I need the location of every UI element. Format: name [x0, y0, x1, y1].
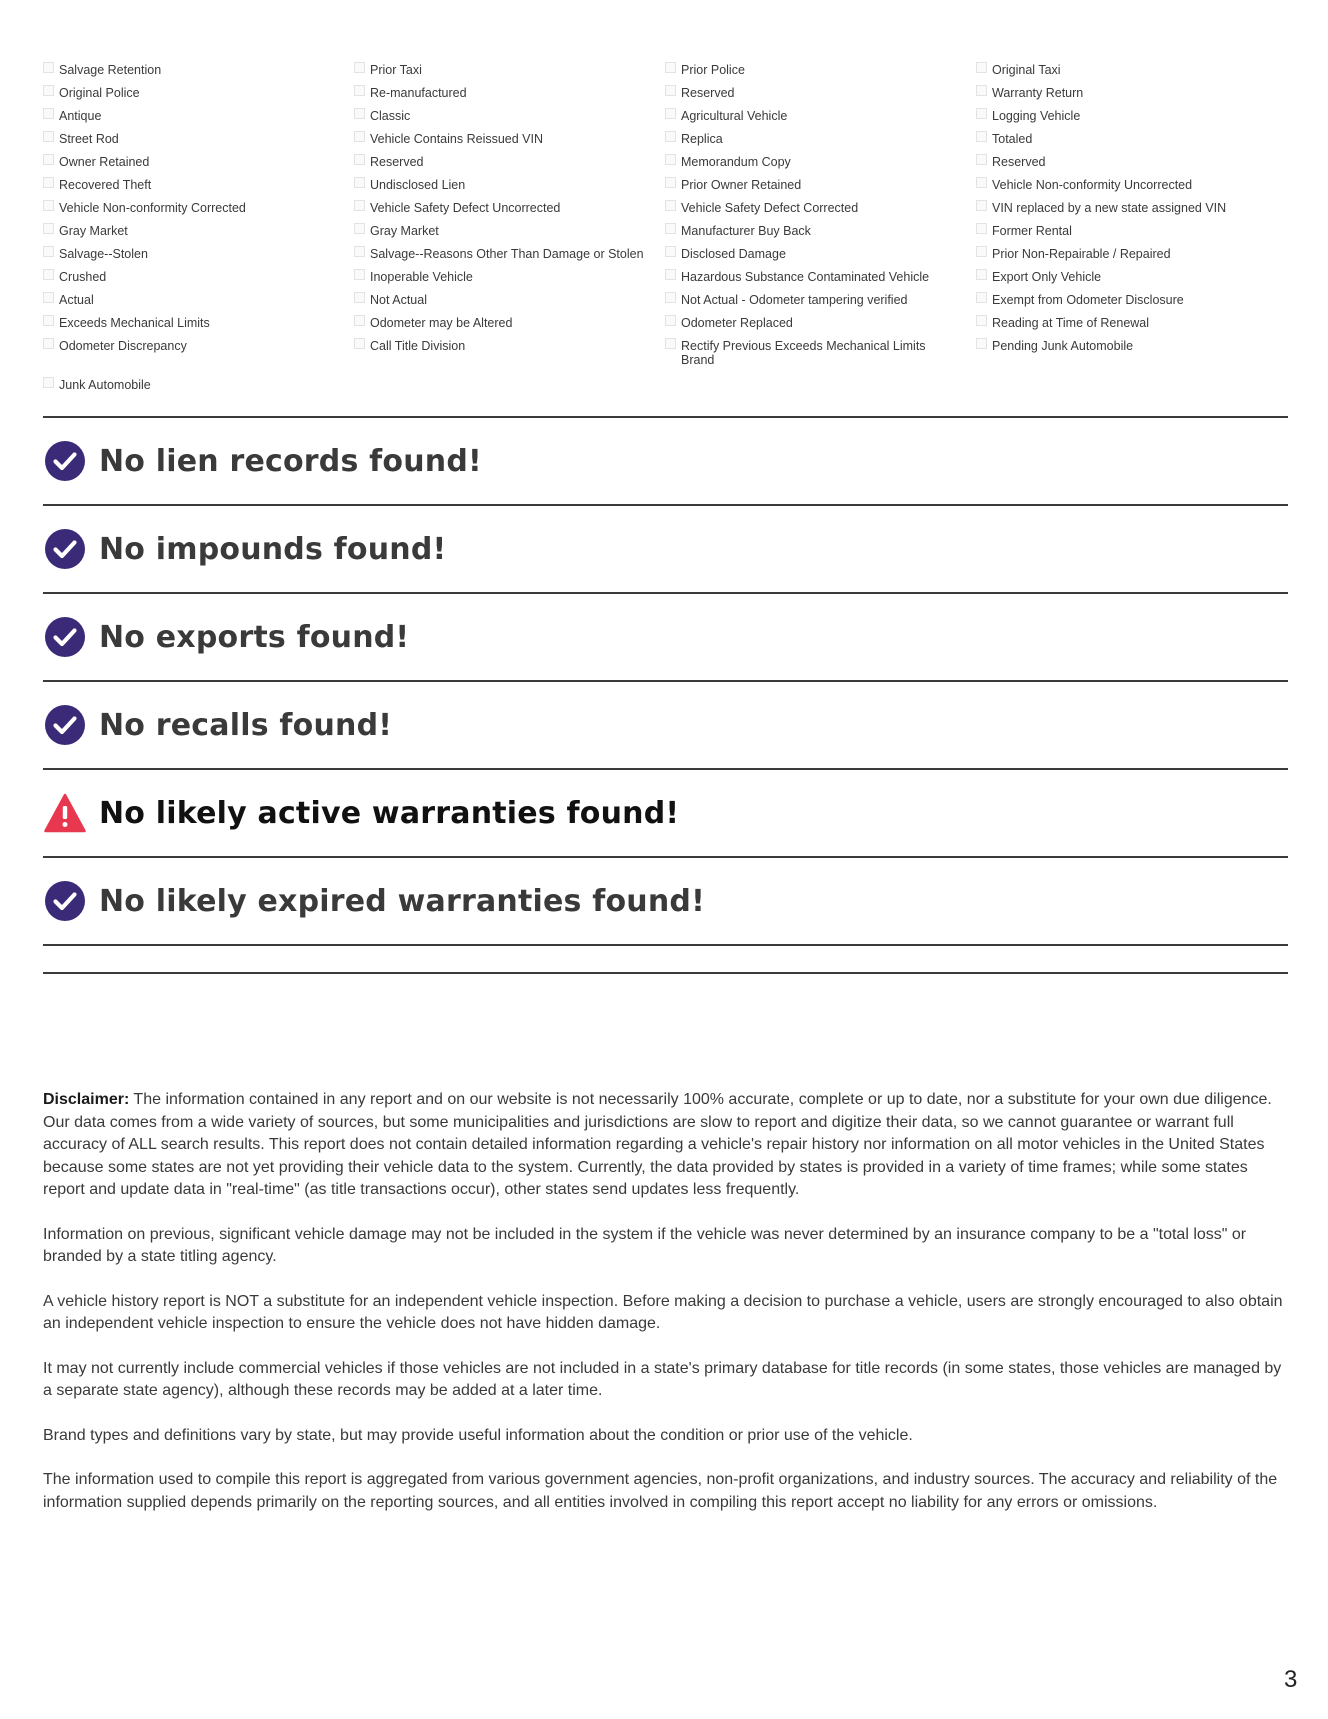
brand-label: Odometer may be Altered	[370, 316, 513, 330]
brand-label: Original Police	[59, 86, 140, 100]
brand-checkbox-item[interactable]	[43, 338, 354, 361]
result-text: No likely expired warranties found!	[99, 883, 705, 919]
brand-column	[43, 62, 354, 400]
checkbox[interactable]	[976, 85, 987, 96]
brand-label: Salvage--Stolen	[59, 247, 148, 261]
disclaimer-text: The information contained in any report and on our website is not necessarily 100% accurate, complete or up to date, nor a substitute for your own due diligence. Our data comes from a wide variety of sources, but some municipalities and jurisdictions are slow to report and digitize their data, so we cannot guarantee or warrant full accuracy of ALL search results. This report does not contain detailed information regarding a vehicle's repair history nor information on all motor vehicles in the United States because some states are not yet providing their vehicle data to the system. Currently, the data provided by states is provided in a variety of time frames; while some states report and update data in "real-time" (as title transactions occur), other states send updates less frequently.	[43, 1091, 1272, 1198]
brand-label: Actual	[59, 293, 94, 307]
checkbox[interactable]	[43, 85, 54, 96]
checkbox[interactable]	[976, 246, 987, 257]
checkbox[interactable]	[976, 154, 987, 165]
check-circle-icon	[44, 440, 86, 482]
brand-checkbox-item[interactable]	[665, 200, 976, 223]
brand-label: Reserved	[370, 155, 424, 169]
brand-checkbox-item[interactable]	[43, 377, 354, 400]
brand-checkbox-item[interactable]	[354, 338, 665, 361]
brand-label: Salvage--Reasons Other Than Damage or Stolen	[370, 247, 644, 261]
checkbox[interactable]	[976, 269, 987, 280]
checkbox[interactable]	[354, 200, 365, 211]
disclaimer-paragraph: Information on previous, significant vehicle damage may not be included in the system if the vehicle was never determined by an insurance company to be a "total loss" or branded by a state titling agency.	[43, 1225, 1247, 1265]
brand-label: Prior Owner Retained	[681, 178, 802, 192]
brand-label: Exempt from Odometer Disclosure	[992, 293, 1184, 307]
result-row	[43, 770, 1288, 858]
checkbox[interactable]	[354, 338, 365, 349]
check-circle-icon	[44, 704, 86, 746]
checkbox[interactable]	[976, 338, 987, 349]
brand-checkbox-item[interactable]	[43, 223, 354, 246]
brand-checkbox-item[interactable]	[665, 315, 976, 338]
disclaimer-paragraph: The information used to compile this report is aggregated from various government agencies, non-profit organizations, and industry sources. The accuracy and reliability of the information supplied depends primarily on the reporting sources, and all entities involved in compiling this report accept no liability for any errors or omissions.	[43, 1471, 1278, 1511]
checkbox[interactable]	[354, 177, 365, 188]
brand-checkbox-item[interactable]	[976, 200, 1288, 223]
checkbox[interactable]	[43, 377, 54, 388]
brand-label: Vehicle Safety Defect Corrected	[681, 201, 859, 215]
brand-checkbox-item[interactable]	[354, 269, 665, 292]
brand-label: Antique	[59, 109, 102, 123]
brand-label: Export Only Vehicle	[992, 270, 1102, 284]
checkbox[interactable]	[665, 154, 676, 165]
checkbox[interactable]	[43, 269, 54, 280]
checkbox[interactable]	[665, 108, 676, 119]
checkbox[interactable]	[354, 269, 365, 280]
brand-label: Not Actual	[370, 293, 427, 307]
checkbox[interactable]	[976, 200, 987, 211]
brand-label: Gray Market	[370, 224, 439, 238]
checkbox[interactable]	[354, 108, 365, 119]
brand-checkbox-item[interactable]	[976, 108, 1288, 131]
checkbox[interactable]	[665, 177, 676, 188]
brand-checkbox-item[interactable]	[354, 200, 665, 223]
brand-label: Junk Automobile	[59, 378, 151, 392]
brand-label: Manufacturer Buy Back	[681, 224, 811, 238]
result-text: No lien records found!	[99, 443, 482, 479]
brand-checkbox-item[interactable]	[354, 131, 665, 154]
checkbox[interactable]	[354, 315, 365, 326]
brand-label: Prior Non-Repairable / Repaired	[992, 247, 1171, 261]
brand-label: Inoperable Vehicle	[370, 270, 473, 284]
brand-checkbox-item[interactable]	[354, 315, 665, 338]
brand-checkbox-item[interactable]	[976, 154, 1288, 177]
result-row	[43, 594, 1288, 682]
checkbox[interactable]	[43, 177, 54, 188]
brand-checkbox-item[interactable]	[976, 62, 1288, 85]
result-text: No recalls found!	[99, 707, 393, 743]
section-divider	[43, 972, 1288, 974]
result-text: No likely active warranties found!	[99, 795, 680, 831]
brand-label: Re-manufactured	[370, 86, 467, 100]
checkbox[interactable]	[665, 338, 676, 349]
checkbox[interactable]	[665, 246, 676, 257]
brand-label: Exceeds Mechanical Limits	[59, 316, 210, 330]
brand-label: Original Taxi	[992, 63, 1061, 77]
checkbox[interactable]	[976, 131, 987, 142]
page-number: 3	[1284, 1666, 1298, 1693]
brand-label: Totaled	[992, 132, 1033, 146]
record-results-list	[43, 416, 1288, 946]
brand-checkbox-item[interactable]	[43, 246, 354, 269]
warning-triangle-icon	[44, 792, 86, 834]
checkbox[interactable]	[43, 62, 54, 73]
brand-label: Rectify Previous Exceeds Mechanical Limits Brand	[681, 339, 926, 367]
brand-checkbox-item[interactable]	[354, 62, 665, 85]
check-circle-icon	[44, 528, 86, 570]
checkbox[interactable]	[665, 131, 676, 142]
checkbox[interactable]	[976, 292, 987, 303]
brand-checkbox-item[interactable]	[354, 154, 665, 177]
brand-checkbox-item[interactable]	[43, 154, 354, 177]
brand-label: Reserved	[681, 86, 735, 100]
brand-checkbox-item[interactable]	[976, 269, 1288, 292]
brand-checkbox-item[interactable]	[665, 108, 976, 131]
result-row	[43, 858, 1288, 946]
brand-label: Agricultural Vehicle	[681, 109, 788, 123]
brand-label: Reading at Time of Renewal	[992, 316, 1150, 330]
brand-label: Not Actual - Odometer tampering verified	[681, 293, 908, 307]
brand-label: Classic	[370, 109, 411, 123]
brand-checkbox-item[interactable]	[665, 223, 976, 246]
brand-checkbox-item[interactable]	[976, 85, 1288, 108]
brand-checkbox-item[interactable]	[976, 292, 1288, 315]
brand-checkbox-item[interactable]	[665, 85, 976, 108]
title-brand-checklist	[43, 62, 1288, 400]
brand-column	[976, 62, 1288, 400]
brand-checkbox-item[interactable]	[976, 338, 1288, 361]
brand-label: Odometer Replaced	[681, 316, 793, 330]
result-row	[43, 506, 1288, 594]
disclaimer-paragraph: A vehicle history report is NOT a substitute for an independent vehicle inspection. Before making a decision to purchase a vehicle, users are strongly encouraged to also obtain an independent vehicle inspection to ensure the vehicle does not have hidden damage.	[43, 1292, 1283, 1332]
brand-label: Memorandum Copy	[681, 155, 791, 169]
brand-label: Logging Vehicle	[992, 109, 1081, 123]
brand-checkbox-item[interactable]	[354, 85, 665, 108]
checkbox[interactable]	[43, 223, 54, 234]
checkbox[interactable]	[665, 62, 676, 73]
brand-label: Reserved	[992, 155, 1046, 169]
brand-checkbox-item[interactable]	[354, 108, 665, 131]
brand-checkbox-item[interactable]	[43, 292, 354, 315]
brand-checkbox-item[interactable]	[665, 292, 976, 315]
checkbox[interactable]	[43, 200, 54, 211]
checkbox[interactable]	[976, 315, 987, 326]
result-row	[43, 682, 1288, 770]
brand-label: Gray Market	[59, 224, 128, 238]
brand-checkbox-item[interactable]	[43, 85, 354, 108]
brand-checkbox-item[interactable]	[665, 246, 976, 269]
brand-column	[354, 62, 665, 400]
brand-checkbox-item[interactable]	[665, 269, 976, 292]
checkbox[interactable]	[43, 292, 54, 303]
brand-label: Undisclosed Lien	[370, 178, 466, 192]
checkbox[interactable]	[43, 108, 54, 119]
checkbox[interactable]	[665, 223, 676, 234]
check-circle-icon	[44, 616, 86, 658]
checkbox[interactable]	[665, 200, 676, 211]
disclaimer-label: Disclaimer:	[43, 1091, 130, 1108]
brand-checkbox-item[interactable]	[665, 338, 976, 375]
checkbox[interactable]	[354, 85, 365, 96]
checkbox[interactable]	[354, 292, 365, 303]
brand-label: Disclosed Damage	[681, 247, 786, 261]
brand-checkbox-item[interactable]	[976, 223, 1288, 246]
brand-checkbox-item[interactable]	[354, 246, 665, 269]
checkbox[interactable]	[976, 108, 987, 119]
brand-checkbox-item[interactable]	[665, 177, 976, 200]
brand-checkbox-item[interactable]	[354, 223, 665, 246]
brand-checkbox-item[interactable]	[665, 154, 976, 177]
brand-label: Prior Taxi	[370, 63, 422, 77]
checkbox[interactable]	[43, 131, 54, 142]
brand-checkbox-item[interactable]	[976, 315, 1288, 338]
brand-label: VIN replaced by a new state assigned VIN	[992, 201, 1227, 215]
brand-checkbox-item[interactable]	[665, 131, 976, 154]
brand-label: Crushed	[59, 270, 107, 284]
brand-label: Street Rod	[59, 132, 119, 146]
disclaimer-section	[43, 1089, 1288, 1536]
checkbox[interactable]	[354, 246, 365, 257]
brand-checkbox-item[interactable]	[665, 62, 976, 85]
brand-label: Vehicle Non-conformity Uncorrected	[992, 178, 1193, 192]
checkbox[interactable]	[43, 246, 54, 257]
checkbox[interactable]	[976, 223, 987, 234]
checkbox[interactable]	[43, 315, 54, 326]
brand-checkbox-item[interactable]	[43, 200, 354, 223]
brand-checkbox-item[interactable]	[43, 131, 354, 154]
result-row	[43, 418, 1288, 506]
brand-checkbox-item[interactable]	[43, 269, 354, 292]
brand-label: Vehicle Safety Defect Uncorrected	[370, 201, 561, 215]
checkbox[interactable]	[354, 223, 365, 234]
checkbox[interactable]	[43, 154, 54, 165]
brand-checkbox-item[interactable]	[43, 108, 354, 131]
disclaimer-paragraph	[43, 1089, 1288, 1202]
brand-checkbox-item[interactable]	[43, 62, 354, 85]
checkbox[interactable]	[665, 315, 676, 326]
brand-column	[665, 62, 976, 400]
checkbox[interactable]	[976, 62, 987, 73]
check-circle-icon	[44, 880, 86, 922]
brand-label: Recovered Theft	[59, 178, 152, 192]
brand-checkbox-item[interactable]	[43, 315, 354, 338]
result-text: No exports found!	[99, 619, 410, 655]
checkbox[interactable]	[976, 177, 987, 188]
brand-checkbox-item[interactable]	[43, 177, 354, 200]
brand-label: Hazardous Substance Contaminated Vehicle	[681, 270, 930, 284]
checkbox[interactable]	[665, 292, 676, 303]
checkbox[interactable]	[665, 85, 676, 96]
brand-checkbox-item[interactable]	[354, 292, 665, 315]
brand-label: Pending Junk Automobile	[992, 339, 1134, 353]
disclaimer-paragraph: Brand types and definitions vary by state, but may provide useful information about the condition or prior use of the vehicle.	[43, 1426, 913, 1444]
brand-label: Former Rental	[992, 224, 1072, 238]
checkbox[interactable]	[354, 62, 365, 73]
brand-label: Vehicle Non-conformity Corrected	[59, 201, 246, 215]
brand-label: Prior Police	[681, 63, 745, 77]
checkbox[interactable]	[354, 131, 365, 142]
brand-checkbox-item[interactable]	[976, 131, 1288, 154]
brand-label: Odometer Discrepancy	[59, 339, 187, 353]
brand-label: Salvage Retention	[59, 63, 162, 77]
disclaimer-paragraph: It may not currently include commercial vehicles if those vehicles are not included in a state's primary database for title records (in some states, those vehicles are managed by a separate state agency), although these records may be added at a later time.	[43, 1359, 1282, 1399]
checkbox[interactable]	[354, 154, 365, 165]
checkbox[interactable]	[43, 338, 54, 349]
brand-label: Call Title Division	[370, 339, 466, 353]
result-text: No impounds found!	[99, 531, 447, 567]
checkbox[interactable]	[665, 269, 676, 280]
brand-checkbox-item[interactable]	[976, 246, 1288, 269]
brand-label: Replica	[681, 132, 723, 146]
brand-checkbox-item[interactable]	[354, 177, 665, 200]
brand-label: Vehicle Contains Reissued VIN	[370, 132, 544, 146]
brand-checkbox-item[interactable]	[976, 177, 1288, 200]
brand-label: Warranty Return	[992, 86, 1084, 100]
brand-label: Owner Retained	[59, 155, 150, 169]
